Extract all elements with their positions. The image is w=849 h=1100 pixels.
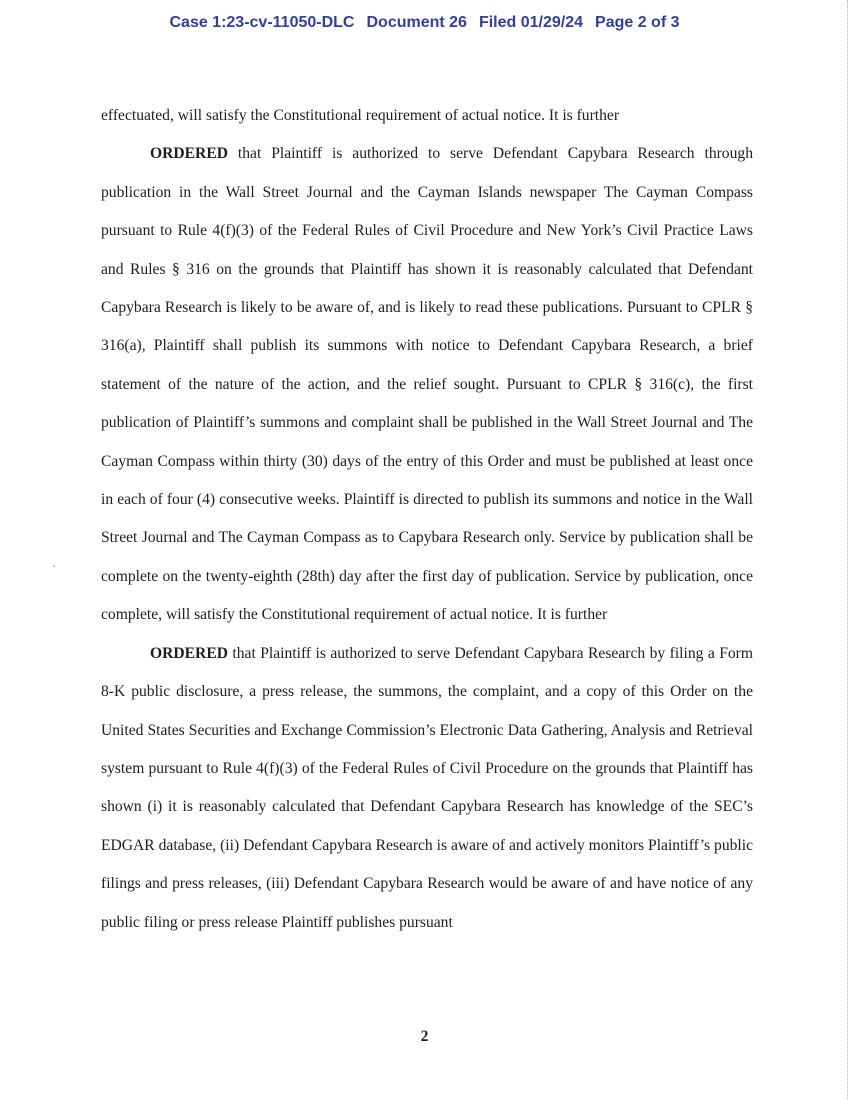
filed-date: Filed 01/29/24 [478, 14, 584, 31]
paragraph-text: that Plaintiff is authorized to serve Defendant Capybara Research through publication in the Wall Street Journal and the Cayman Islands newspaper The Cayman Compass pursuant to Rule 4(f)(3) of the Federal Rules of Civil Procedure and New York’s Civil Practice Laws and Rules § 316 on the grounds that Plaintiff has shown it is reasonably calculated that Defendant Capybara Research is likely to be aware of, and is likely to read these publications. Pursuant to CPLR § 316(a), Plaintiff shall publish its summons with notice to Defendant Capybara Research, a brief statement of the nature of the action, and the relief sought. Pursuant to CPLR § 316(c), the first publication of Plaintiff’s summons and complaint shall be published in the Wall Street Journal and The Cayman Compass within thirty (30) days of the entry of this Order and must be published at least once in each of four (4) consecutive weeks. Plaintiff is directed to publish its summons and notice in the Wall Street Journal and The Cayman Compass as to Capybara Research only. Service by publication shall be complete on the twenty-eighth (28th) day after the first day of publication. Service by publication, once complete, will satisfy the Constitutional requirement of actual notice. It is further [101, 145, 753, 624]
paragraph-continuation: effectuated, will satisfy the Constitutional requirement of actual notice. It is further [101, 107, 620, 124]
scan-speck [53, 565, 55, 567]
order-body [101, 97, 753, 942]
paragraph-publication-order [101, 135, 753, 634]
page-number: 2 [420, 1028, 429, 1045]
paragraph-edgar-order [101, 635, 753, 942]
ecf-header [0, 14, 849, 32]
page-edge-divider [846, 0, 848, 1100]
case-number: Case 1:23-cv-11050-DLC [169, 14, 355, 31]
document-number: Document 26 [366, 14, 467, 31]
page-of-pages: Page 2 of 3 [595, 14, 680, 31]
ordered-heading: ORDERED [150, 644, 228, 662]
ordered-heading: ORDERED [150, 145, 228, 163]
paragraph-text: that Plaintiff is authorized to serve Defendant Capybara Research by filing a Form 8-K public disclosure, a press release, the summons, the complaint, and a copy of this Order on the United States Securities and Exchange Commission’s Electronic Data Gathering, Analysis and Retrieval system pursuant to Rule 4(f)(3) of the Federal Rules of Civil Procedure on the grounds that Plaintiff has shown (i) it is reasonably calculated that Defendant Capybara Research has knowledge of the SEC’s EDGAR database, (ii) Defendant Capybara Research is aware of and actively monitors Plaintiff’s public filings and press releases, (iii) Defendant Capybara Research would be aware of and have notice of any public filing or press release Plaintiff publishes pursuant [101, 644, 753, 931]
